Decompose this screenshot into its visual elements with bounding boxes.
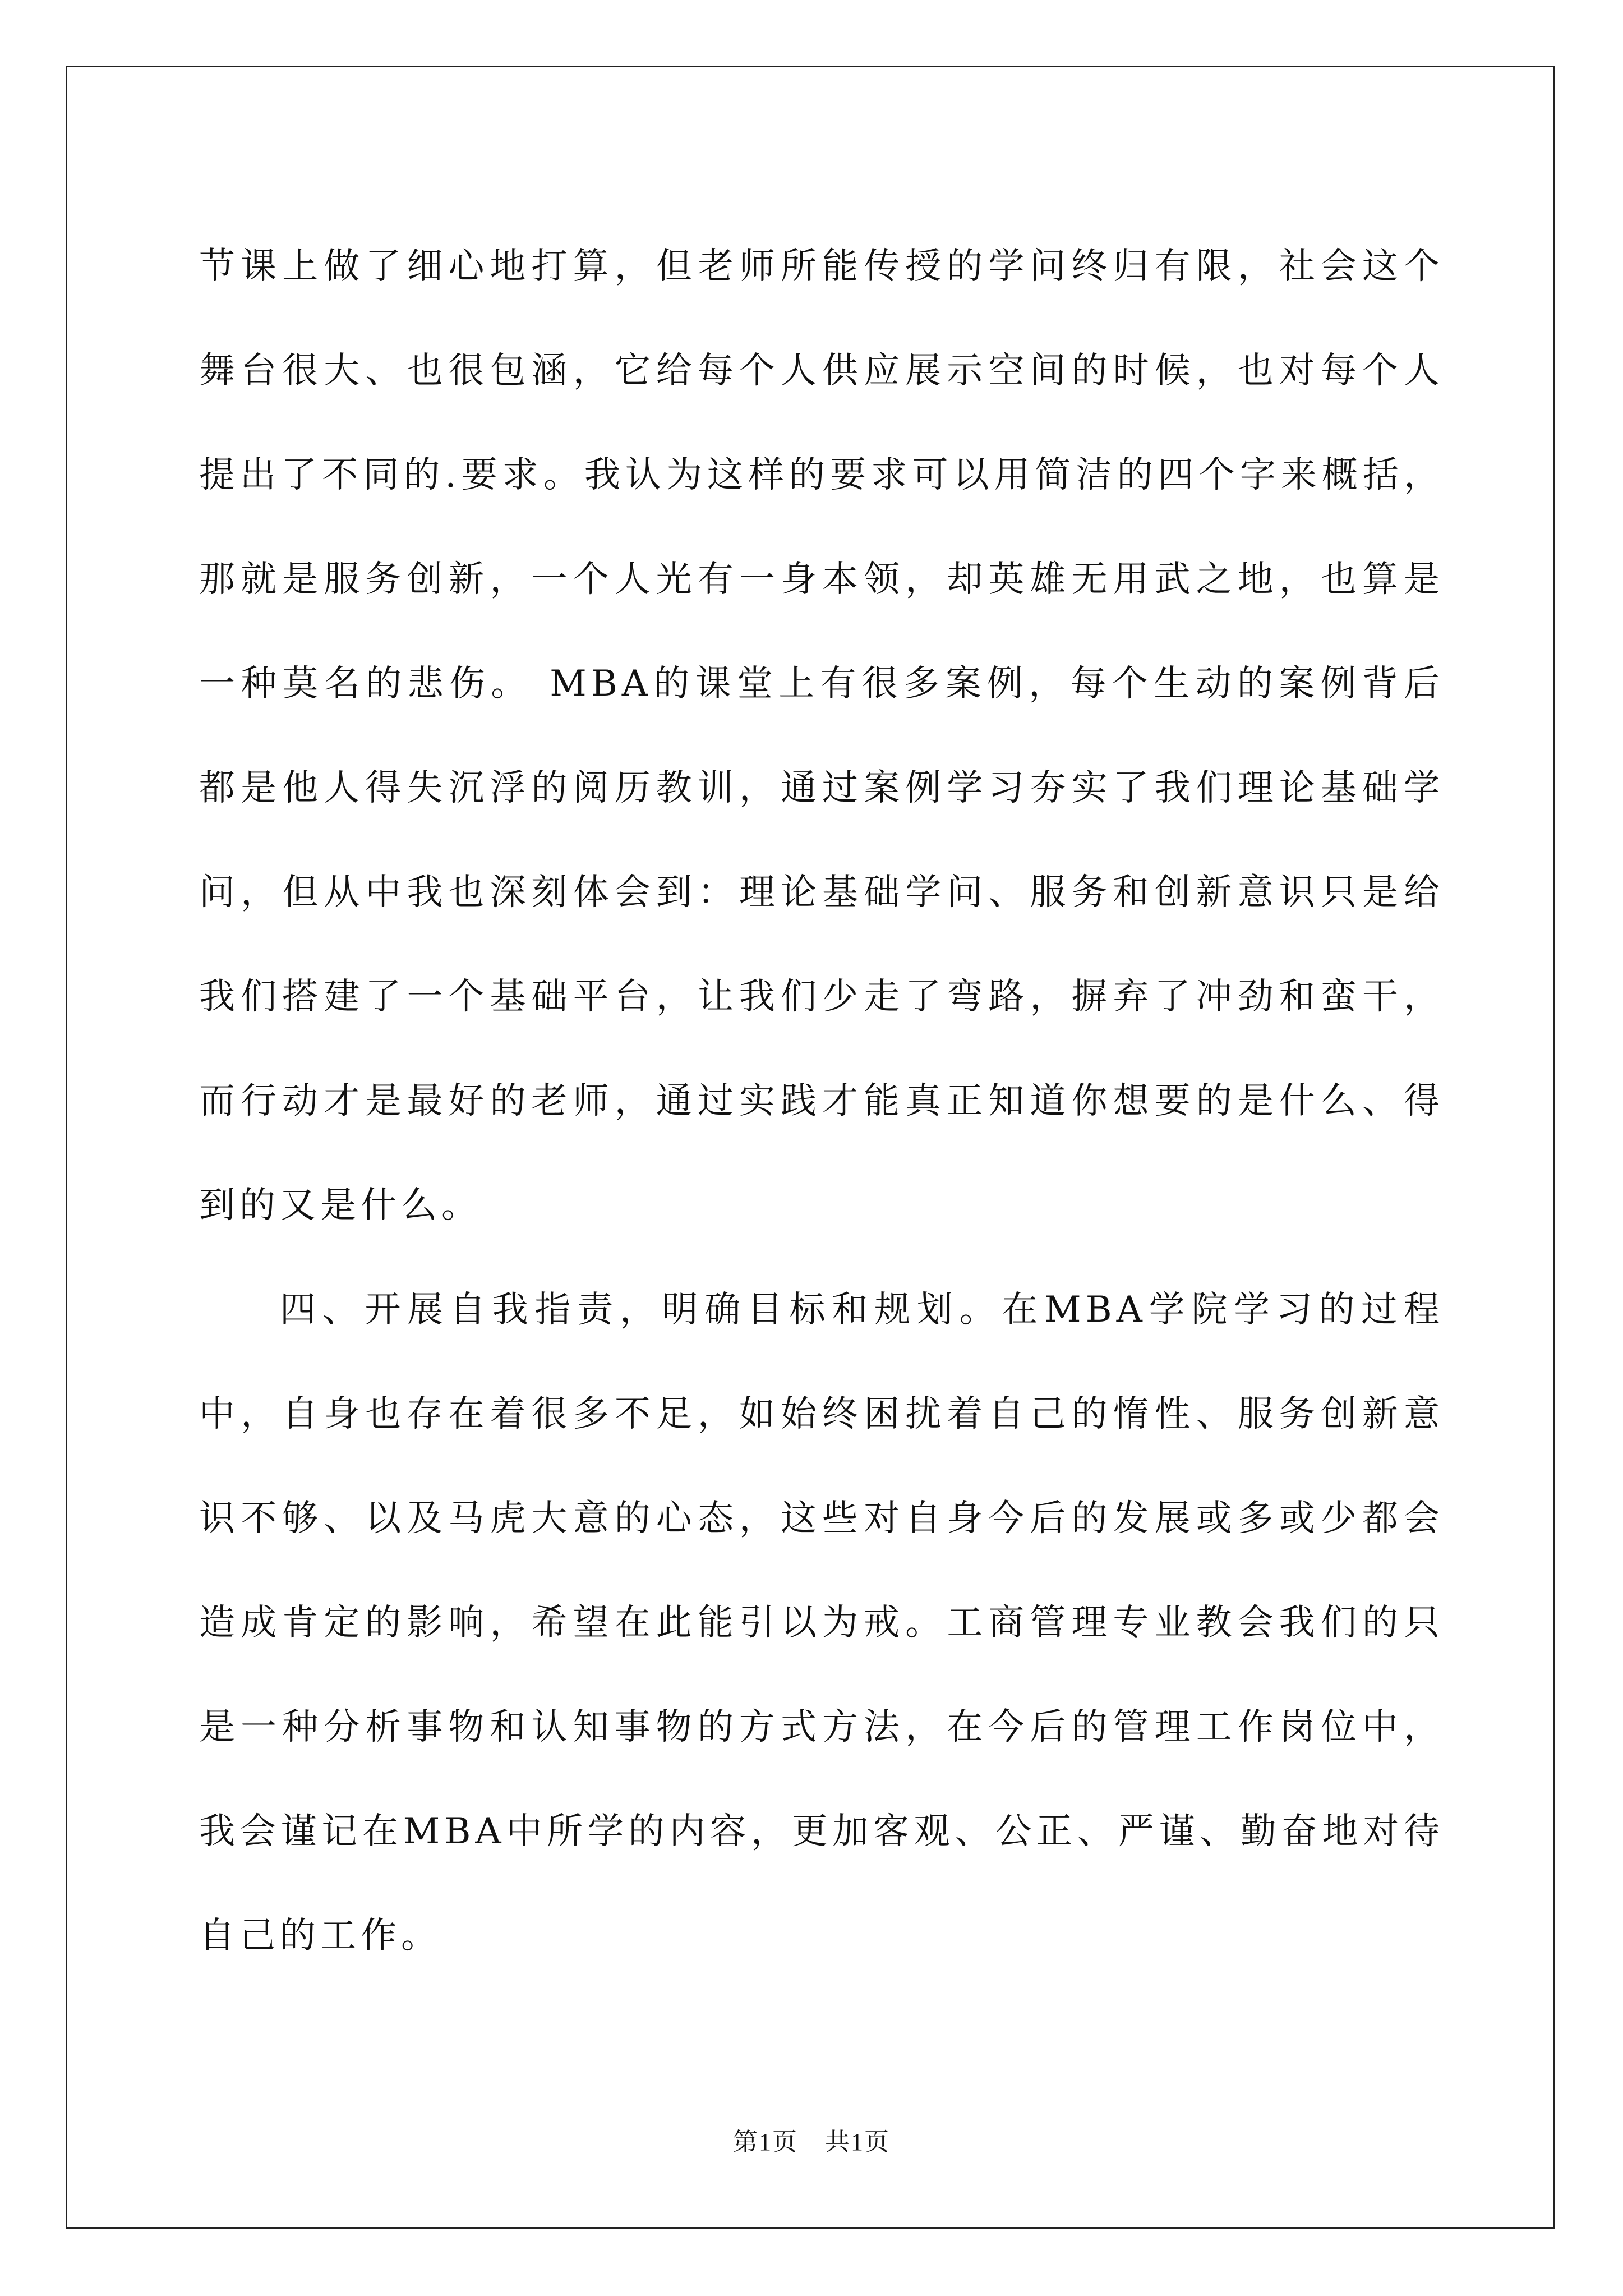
page-footer [0,2122,1623,2157]
paragraph-1: 节课上做了细心地打算，但老师所能传授的学问终归有限，社会这个舞台很大、也很包涵，它给每个人供应展示空间的时候，也对每个人提出了不同的.要求。我认为这样的要求可以用简洁的四个字来概括，那就是服务创新，一个人光有一身本领，却英雄无用武之地，也算是一种莫名的悲伤。 MBA的课堂上有很多案例，每个生动的案例背后都是他人得失沉浮的阅历教训，通过案例学习夯实了我们理论基础学问，但从中我也深刻体会到：理论基础学问、服务和创新意识只是给我们搭建了一个基础平台，让我们少走了弯路，摒弃了冲劲和蛮干，而行动才是最好的老师，通过实践才能真正知道你想要的是什么、得到的又是什么。 [199,246,1444,1226]
document-body [199,214,1444,1988]
page-number-total: 共1页 [825,2128,890,2156]
page-number-current: 第1页 [733,2128,798,2156]
paragraph-2: 四、开展自我指责，明确目标和规划。在MBA学院学习的过程中，自身也存在着很多不足，如始终困扰着自己的惰性、服务创新意识不够、以及马虎大意的心态，这些对自身今后的发展或多或少都会造成肯定的影响，希望在此能引以为戒。工商管理专业教会我们的只是一种分析事物和认知事物的方式方法，在今后的管理工作岗位中，我会谨记在MBA中所学的内容，更加客观、公正、严谨、勤奋地对待自己的工作。 [199,1289,1444,1957]
